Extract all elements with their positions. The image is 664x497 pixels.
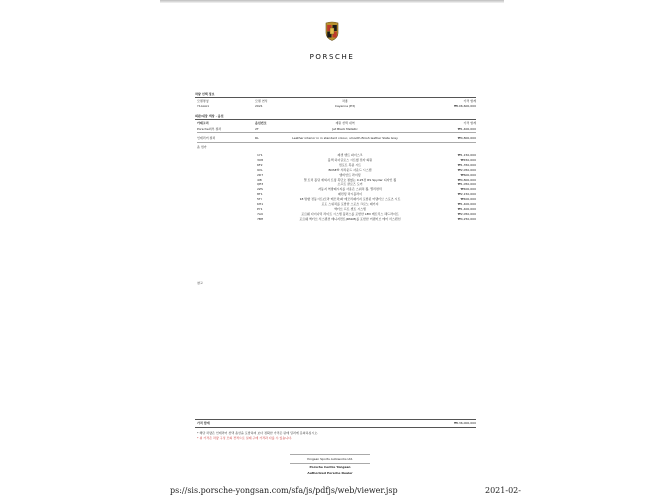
vehicle-header-model-year: 모델 연식: [255, 99, 268, 103]
option-code: KH1: [257, 202, 264, 206]
option-price: ₩1,400,000: [457, 202, 476, 206]
option-description: 컴포트 혹큼 시트: [338, 162, 362, 167]
option-description: 포도 스위치를 포함한 스포츠 크로노 패키지: [321, 202, 379, 206]
option-price: ₩2,150,000: [457, 192, 476, 197]
color-section-rule: [195, 119, 476, 120]
option-code: 4I8: [257, 177, 262, 182]
option-description: BOSE® 서라운드 사운드 시스템: [328, 167, 372, 172]
option-price: ₩4,800,000: [457, 177, 476, 182]
option-description: 18 방향 전동시트(모라 메모리)와 메모리패키지 포함된 어댑티브 스포츠 시트: [299, 197, 401, 202]
viewer-url: ps://sis.porsche-yongsan.com/sfa/js/pdfjs/web/viewer.jsp: [170, 486, 398, 495]
total-bottom-rule: [195, 427, 476, 428]
option-code: 8T1: [257, 192, 263, 197]
vehicle-price: ₩106,600,000: [453, 104, 476, 108]
vehicle-model: Cayenne (E3): [334, 104, 356, 108]
interior-row-price: ₩4,800,000: [457, 136, 476, 140]
color-row-description: Jet Black Metallic: [332, 127, 358, 131]
total-rule: [195, 419, 476, 420]
option-description: 액티브 프트 센트 시스템: [334, 206, 366, 211]
vehicle-header-model-code: 모델명칭: [197, 99, 209, 103]
option-description: 소프트 클로즈 도어: [337, 182, 363, 187]
dealer-role: Authorized Porsche Dealer: [307, 471, 353, 475]
porsche-crest-icon: [325, 21, 339, 41]
dealer-rule: [290, 463, 370, 464]
option-price: ₩4,250,000: [457, 216, 476, 221]
option-price: ₩1,150,000: [457, 153, 476, 157]
option-code: PY1: [257, 206, 263, 211]
option-description: 포르쉐 다이나믹 라이트 시스템 플러스를 포함한 LED 매트릭스 헤드라이트: [301, 211, 399, 216]
color-header-description: 재원 선택 내역: [335, 121, 355, 125]
dealer-rule: [290, 454, 370, 455]
option-description: 블랙 하이글로스 시트쉘 전자 의원: [327, 157, 373, 162]
interior-row-description: Leather interior in in standard colour, smooth-finish leather Slate Grey: [292, 136, 398, 140]
row-divider: [197, 142, 476, 143]
option-price: ₩1,350,000: [457, 162, 476, 167]
option-price: ₩2,050,000: [457, 167, 476, 172]
option-code: QE3: [257, 182, 264, 187]
vehicle-section-rule: [195, 97, 476, 98]
option-code: 6F2: [257, 162, 263, 167]
option-code: 2D7: [257, 172, 264, 177]
row-divider: [197, 132, 476, 133]
disclaimer-line-2: * 위 가격은 차량 구성 모의 견적으로 실제 구매 가격과 다를 수 있습니다.: [197, 436, 293, 440]
interior-row-code: RL: [255, 136, 259, 140]
option-description: 엠비언트 라이팅: [339, 172, 361, 177]
option-description: 포르쉐 액티브 서스펜션 매니지먼트(PASM)를 포함한 어댑티브 에어 서스펜션: [299, 216, 401, 221]
total-value: ₩136,000,000: [453, 421, 476, 425]
porsche-wordmark: PORSCHE: [309, 53, 355, 61]
vehicle-header-model: 차종: [342, 99, 348, 103]
color-row-code: 2T: [255, 127, 259, 131]
print-date: 2021-02-: [485, 486, 521, 495]
option-price: ₩1,050,000: [457, 182, 476, 187]
option-description: 열 트리 폴딩 예외지 트렁 혹단오 절없는 0.25전 RS Spyder 디자인 휠: [303, 177, 397, 182]
option-price: ₩1,400,000: [457, 206, 476, 211]
option-price: ₩2,050,000: [457, 211, 476, 216]
option-code: 2ZS: [257, 187, 263, 192]
vehicle-section-title: 차량 선택 정보: [195, 92, 215, 96]
vehicle-header-price: 가격 합계: [463, 99, 476, 103]
option-description: 레샌 벤트 파이스크: [337, 153, 363, 157]
color-row-price: ₩1,400,000: [457, 127, 476, 131]
option-code: 3U8: [257, 157, 264, 162]
option-price: ₩400,000: [460, 187, 476, 192]
color-row-category: Porsche외부 컬러: [197, 127, 222, 131]
color-header-category: 카테고리: [197, 121, 209, 125]
color-header-option-code: 옵션번호: [255, 121, 267, 125]
option-code: 7AU: [257, 211, 264, 216]
options-label: 옵 컴카: [197, 145, 207, 149]
option-code: 7BH: [257, 216, 264, 221]
option-price: ₩450,000: [460, 157, 476, 162]
option-code: 9VL: [257, 167, 263, 172]
dealer-company: Yongsan Sports Autoworks Ltd.: [306, 457, 354, 461]
interior-row-category: 인테리어 컬러: [197, 136, 216, 140]
color-header-price: 가격 합계: [463, 121, 476, 125]
dealer-center: Porsche Centre Yongsan: [309, 465, 351, 469]
color-section-title: 외관/내장 색상 · 옵션: [195, 114, 224, 118]
option-price: ₩600,000: [460, 172, 476, 177]
total-label: 가격 합계: [197, 421, 210, 425]
disclaimer-line-1: * 해당 차량은 인테리어 선택 옵션을 포함하며 보다 정확한 가격은 판매 딜러에 문의하십시오.: [197, 431, 319, 435]
vehicle-model-year: 2021: [255, 104, 263, 108]
option-code: 5TI: [257, 197, 262, 202]
option-code: 1Y1: [257, 153, 263, 157]
vehicle-model-code: Y1AAA1: [197, 104, 209, 108]
notes-label: 참고: [197, 281, 203, 285]
option-price: ₩400,000: [460, 197, 476, 202]
quote-document: [160, 3, 504, 480]
option-description: 자동지 역방패시지를 사용은 스위치 휠, 열리면틱: [318, 187, 382, 192]
option-description: 패런팅 라시플라이: [337, 192, 363, 197]
